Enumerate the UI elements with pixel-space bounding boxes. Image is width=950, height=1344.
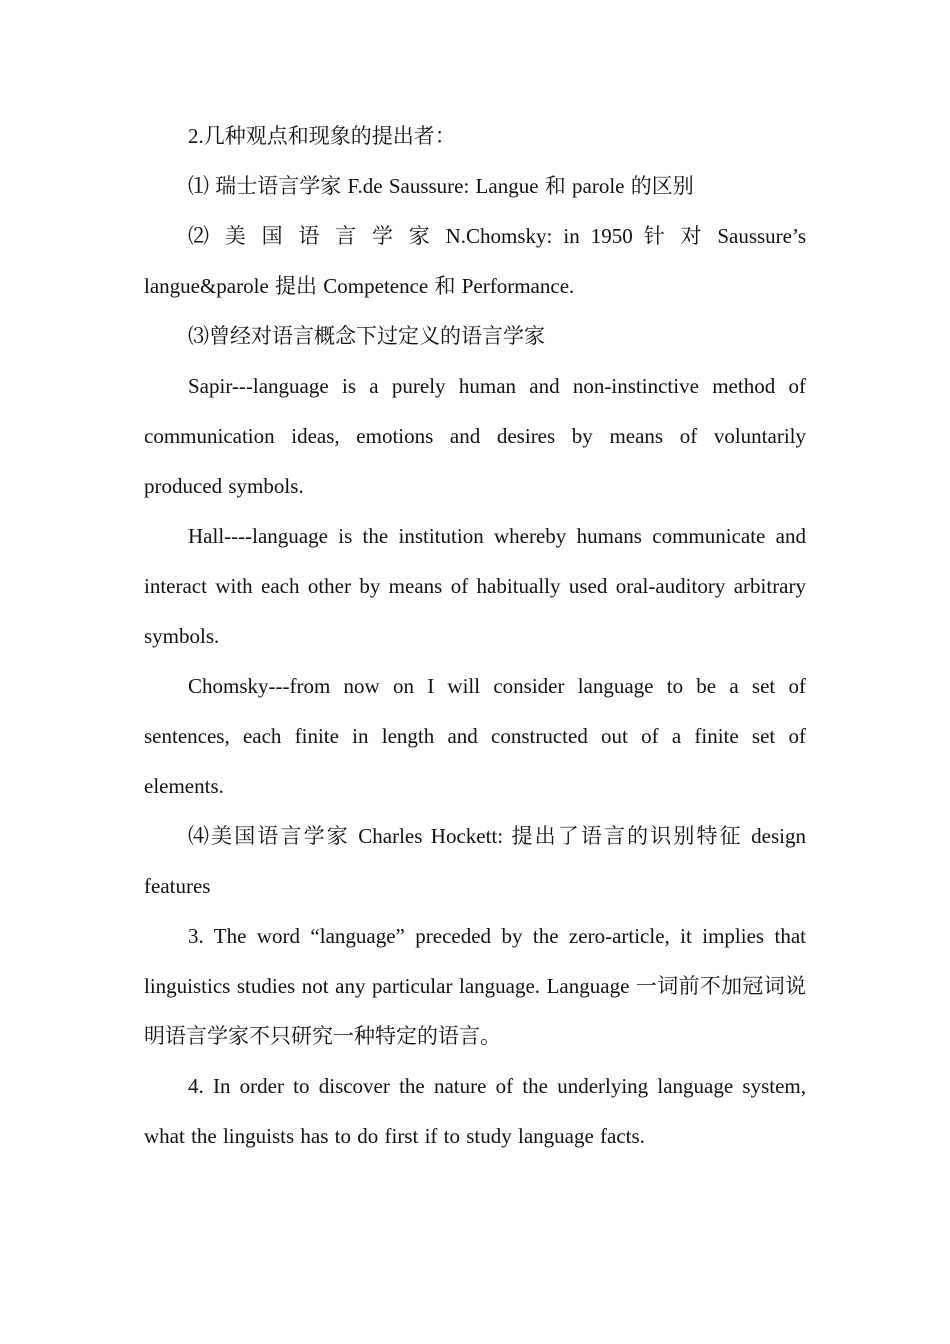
paragraph-hall-definition: Hall----language is the institution whereby humans communicate and interact with each other by means of habitually used oral-auditory arbitrary symbols. [144, 524, 806, 648]
paragraph-heading-proposers: 2.几种观点和现象的提出者： [188, 124, 456, 148]
paragraph-sapir-definition: Sapir---language is a purely human and non-instinctive method of communication ideas, emotions and desires by means of voluntarily produced symbols. [144, 374, 806, 498]
paragraph-zero-article: 3. The word “language” preceded by the zero-article, it implies that linguistics studies not any particular language. Language 一词前不加冠词说明语言学家不只研究一种特定的语言。 [144, 924, 806, 1048]
paragraph-saussure: ⑴ 瑞士语言学家 F.de Saussure: Langue 和 parole 的区别 [188, 174, 694, 198]
paragraph-hockett: ⑷美国语言学家 Charles Hockett: 提出了语言的识别特征 design features [144, 824, 806, 898]
paragraph-chomsky-competence: ⑵ 美 国 语 言 学 家 N.Chomsky: in 1950 针 对 Saussure’s langue&parole 提出 Competence 和 Performance. [144, 224, 806, 298]
paragraph-language-facts: 4. In order to discover the nature of the underlying language system, what the linguists has to do first if to study language facts. [144, 1074, 806, 1148]
document-body [144, 111, 806, 1161]
paragraph-definitions-heading: ⑶曾经对语言概念下过定义的语言学家 [188, 324, 545, 348]
paragraph-chomsky-definition: Chomsky---from now on I will consider language to be a set of sentences, each finite in length and constructed out of a finite set of elements. [144, 674, 806, 798]
